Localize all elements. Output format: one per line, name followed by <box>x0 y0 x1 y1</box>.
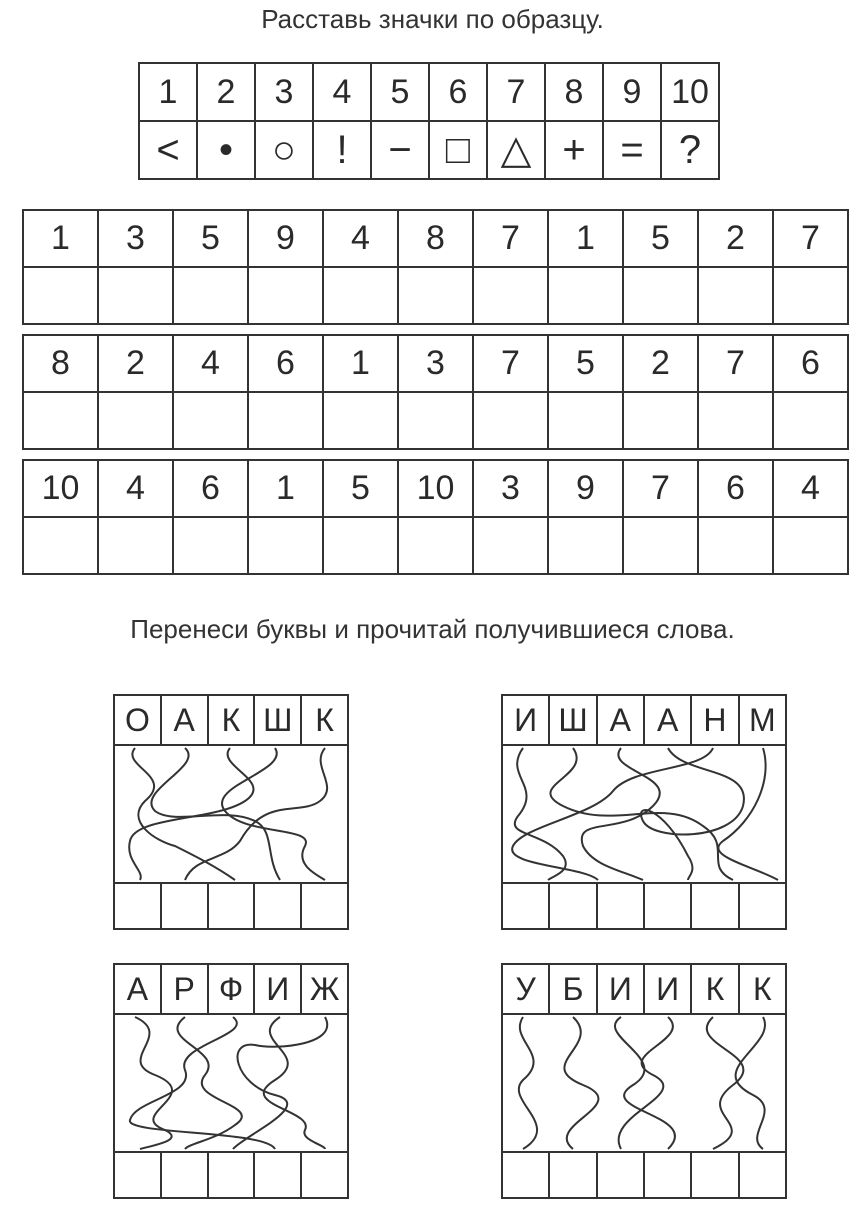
task-number-cell: 2 <box>698 210 773 267</box>
tangled-lines-maze <box>115 746 347 882</box>
maze-letter-cell: Ж <box>309 971 340 1007</box>
task-answers-row <box>23 517 848 574</box>
task-grid <box>22 459 849 575</box>
maze-answer-box <box>740 884 785 930</box>
task-number-cell: 9 <box>248 210 323 267</box>
key-numbers-row <box>139 63 719 121</box>
maze-letters-row <box>503 965 785 1015</box>
symbol-answer-cell <box>623 517 698 574</box>
maze-letter-cell: И <box>255 965 302 1013</box>
maze-answer-box <box>302 884 347 930</box>
maze-letter-cell: Б <box>550 965 597 1013</box>
symbol-answer-cell <box>473 392 548 449</box>
maze-letter-cell: И <box>503 696 550 744</box>
task-answers-row <box>23 392 848 449</box>
maze-answer-box <box>503 1153 550 1199</box>
maze-letters-row <box>115 696 347 746</box>
task-number-cell: 1 <box>23 210 98 267</box>
key-symbol-cell: △ <box>487 121 545 179</box>
maze-answer-box <box>503 884 550 930</box>
maze-letter-cell: И <box>645 965 692 1013</box>
maze-letter-cell: А <box>645 696 692 744</box>
task-number-cell: 8 <box>398 210 473 267</box>
letter-maze-puzzle <box>113 694 349 930</box>
maze-letter-cell: К <box>315 702 334 738</box>
key-symbol-cell: ? <box>661 121 719 179</box>
task-numbers-row <box>23 335 848 392</box>
maze-answer-box <box>598 884 645 930</box>
maze-answer-box <box>740 1153 785 1199</box>
maze-answer-box <box>302 1153 347 1199</box>
task-number-cell: 1 <box>548 210 623 267</box>
symbol-answer-cell <box>473 267 548 324</box>
symbol-answer-cell <box>548 267 623 324</box>
symbol-answer-cell <box>98 267 173 324</box>
task-number-cell: 9 <box>548 460 623 517</box>
symbol-answer-cell <box>23 267 98 324</box>
symbol-answer-cell <box>623 267 698 324</box>
symbol-answer-cell <box>323 267 398 324</box>
maze-answer-box <box>598 1153 645 1199</box>
symbol-answer-cell <box>23 517 98 574</box>
symbol-key-table <box>138 62 720 180</box>
symbol-answer-cell <box>98 392 173 449</box>
maze-answer-box <box>255 884 302 930</box>
maze-letter-cell: М <box>748 702 776 738</box>
key-number-cell: 2 <box>197 63 255 121</box>
task-number-cell: 3 <box>398 335 473 392</box>
task-number-cell: 4 <box>773 460 848 517</box>
maze-answers-row <box>503 882 785 930</box>
key-number-cell: 5 <box>371 63 429 121</box>
maze-answers-row <box>115 1151 347 1199</box>
maze-letters-row <box>115 965 347 1015</box>
symbol-answer-cell <box>698 517 773 574</box>
maze-letter-cell: О <box>115 696 162 744</box>
symbol-answer-cell <box>623 392 698 449</box>
key-symbol-cell: □ <box>429 121 487 179</box>
maze-answer-box <box>645 884 692 930</box>
symbols-instruction: Расставь значки по образцу. <box>261 4 604 34</box>
maze-letter-cell: Н <box>692 696 739 744</box>
maze-answer-box <box>162 884 209 930</box>
symbol-answer-cell <box>323 392 398 449</box>
maze-letter-cell: Ш <box>550 696 597 744</box>
maze-answers-row <box>503 1151 785 1199</box>
task-number-cell: 4 <box>323 210 398 267</box>
key-number-cell: 8 <box>545 63 603 121</box>
symbol-answer-cell <box>98 517 173 574</box>
task-number-cell: 2 <box>98 335 173 392</box>
symbol-answer-cell <box>698 392 773 449</box>
symbol-answer-cell <box>773 517 848 574</box>
symbol-answer-cell <box>23 392 98 449</box>
tangled-lines-maze <box>115 1015 347 1151</box>
task-number-cell: 5 <box>548 335 623 392</box>
symbol-answer-cell <box>398 392 473 449</box>
maze-letter-cell: К <box>692 965 739 1013</box>
task-number-cell: 5 <box>323 460 398 517</box>
task-number-cell: 5 <box>623 210 698 267</box>
task-number-cell: 7 <box>773 210 848 267</box>
key-number-cell: 4 <box>313 63 371 121</box>
task-number-cell: 6 <box>773 335 848 392</box>
key-number-cell: 9 <box>603 63 661 121</box>
key-symbol-cell: • <box>197 121 255 179</box>
task-grid <box>22 334 849 450</box>
key-symbol-cell: − <box>371 121 429 179</box>
symbol-answer-cell <box>548 392 623 449</box>
maze-letter-cell: Р <box>162 965 209 1013</box>
tangled-lines-maze <box>503 746 785 882</box>
symbol-answer-cell <box>398 517 473 574</box>
key-number-cell: 10 <box>661 63 719 121</box>
task-number-cell: 1 <box>248 460 323 517</box>
symbol-answer-cell <box>173 517 248 574</box>
maze-letter-cell: К <box>209 696 256 744</box>
symbol-answer-cell <box>773 392 848 449</box>
maze-answer-box <box>115 884 162 930</box>
letter-maze-puzzle <box>501 694 787 930</box>
task-number-cell: 7 <box>473 210 548 267</box>
task-number-cell: 1 <box>323 335 398 392</box>
maze-letter-cell: И <box>598 965 645 1013</box>
task-number-cell: 7 <box>623 460 698 517</box>
task-answers-row <box>23 267 848 324</box>
maze-answer-box <box>255 1153 302 1199</box>
letter-maze-puzzle <box>113 963 349 1199</box>
maze-answer-box <box>209 884 256 930</box>
task-number-cell: 5 <box>173 210 248 267</box>
task-numbers-row <box>23 210 848 267</box>
key-number-cell: 3 <box>255 63 313 121</box>
task-number-cell: 2 <box>623 335 698 392</box>
task-number-cell: 7 <box>698 335 773 392</box>
maze-letter-cell: А <box>598 696 645 744</box>
key-symbols-row <box>139 121 719 179</box>
task-number-cell: 7 <box>473 335 548 392</box>
symbol-answer-cell <box>173 392 248 449</box>
maze-answer-box <box>115 1153 162 1199</box>
task-number-cell: 4 <box>173 335 248 392</box>
key-number-cell: 1 <box>139 63 197 121</box>
maze-answer-box <box>692 884 739 930</box>
symbol-answer-cell <box>698 267 773 324</box>
task-grid <box>22 209 849 325</box>
task-number-cell: 4 <box>98 460 173 517</box>
key-symbol-cell: = <box>603 121 661 179</box>
maze-answer-box <box>645 1153 692 1199</box>
letters-instruction: Перенеси буквы и прочитай получившиеся слова. <box>130 614 735 644</box>
maze-letter-cell: К <box>752 971 772 1007</box>
task-number-cell: 6 <box>248 335 323 392</box>
maze-letter-cell: А <box>115 965 162 1013</box>
maze-answer-box <box>550 884 597 930</box>
task-number-cell: 8 <box>23 335 98 392</box>
task-number-cell: 6 <box>698 460 773 517</box>
symbol-answer-cell <box>473 517 548 574</box>
maze-answer-box <box>550 1153 597 1199</box>
symbol-answer-cell <box>548 517 623 574</box>
task-number-cell: 10 <box>23 460 98 517</box>
maze-letter-cell: А <box>162 696 209 744</box>
task-numbers-row <box>23 460 848 517</box>
symbol-answer-cell <box>773 267 848 324</box>
letter-maze-puzzle <box>501 963 787 1199</box>
maze-letter-cell: Ф <box>209 965 256 1013</box>
maze-answers-row <box>115 882 347 930</box>
symbol-answer-cell <box>323 517 398 574</box>
key-symbol-cell: ! <box>313 121 371 179</box>
key-number-cell: 6 <box>429 63 487 121</box>
symbol-answer-cell <box>248 392 323 449</box>
key-number-cell: 7 <box>487 63 545 121</box>
key-symbol-cell: + <box>545 121 603 179</box>
task-number-cell: 3 <box>473 460 548 517</box>
maze-letter-cell: У <box>503 965 550 1013</box>
symbol-answer-cell <box>248 517 323 574</box>
symbol-answer-cell <box>398 267 473 324</box>
maze-answer-box <box>692 1153 739 1199</box>
symbol-answer-cell <box>248 267 323 324</box>
key-symbol-cell: < <box>139 121 197 179</box>
symbol-answer-cell <box>173 267 248 324</box>
maze-answer-box <box>162 1153 209 1199</box>
maze-answer-box <box>209 1153 256 1199</box>
task-number-cell: 6 <box>173 460 248 517</box>
task-number-cell: 3 <box>98 210 173 267</box>
tangled-lines-maze <box>503 1015 785 1151</box>
maze-letters-row <box>503 696 785 746</box>
key-symbol-cell: ○ <box>255 121 313 179</box>
task-number-cell: 10 <box>398 460 473 517</box>
maze-letter-cell: Ш <box>255 696 302 744</box>
